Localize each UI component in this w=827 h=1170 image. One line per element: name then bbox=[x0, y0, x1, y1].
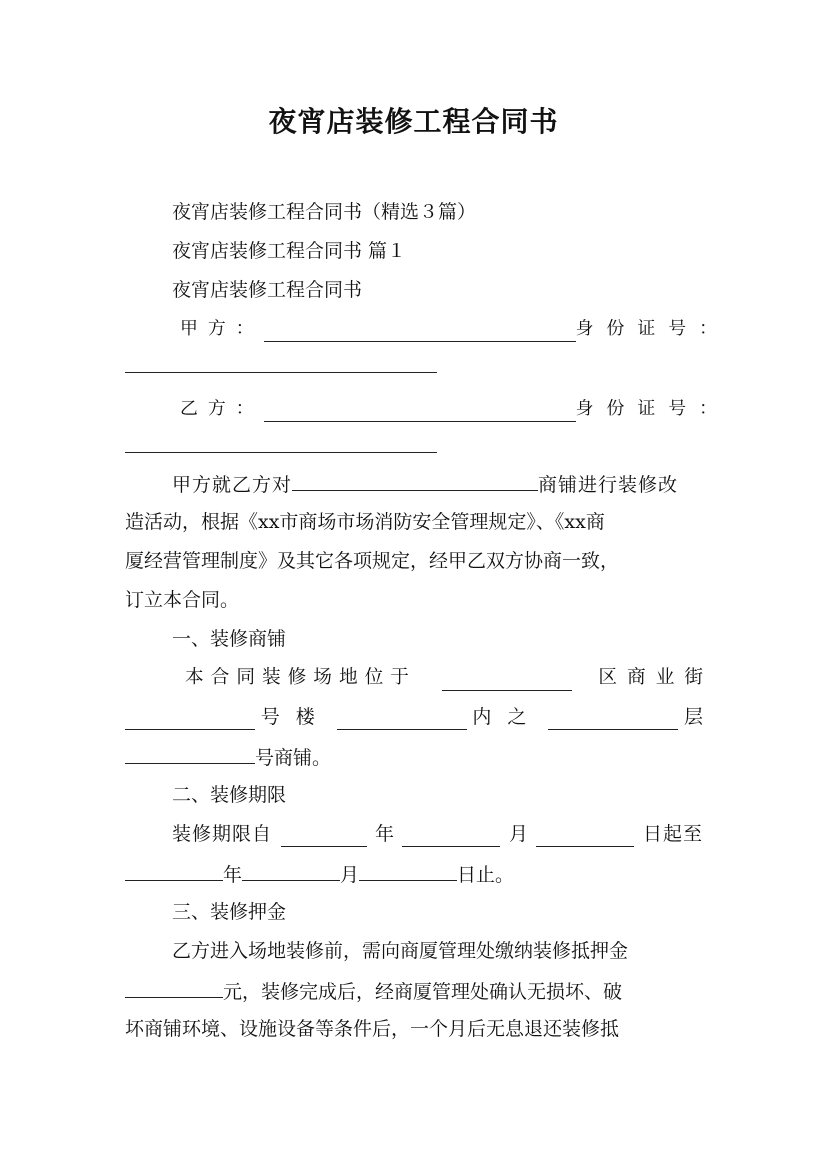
start-day-blank bbox=[536, 826, 634, 847]
deposit-suffix: 元，装修完成后，经商厦管理处确认无损坏、破 bbox=[223, 981, 623, 1003]
subtitle: 夜宵店装修工程合同书（精选３篇） bbox=[172, 201, 477, 223]
end-year-blank bbox=[125, 860, 223, 881]
section2-line-2 bbox=[125, 860, 703, 888]
party-b-id-line bbox=[125, 432, 703, 460]
party-b-label: 乙方： bbox=[180, 398, 264, 419]
section3-line-3: 坏商铺环境、设施设备等条件后，一个月后无息退还装修抵 bbox=[125, 1018, 620, 1040]
shop-number-suffix: 号商铺。 bbox=[255, 747, 332, 769]
section3-heading: 三、装修押金 bbox=[172, 901, 287, 923]
end-month-blank bbox=[242, 860, 340, 881]
start-day-label: 日起至 bbox=[642, 823, 703, 845]
section2-heading: 二、装修期限 bbox=[172, 784, 287, 806]
end-day-label: 日止。 bbox=[457, 864, 515, 886]
intro-line-4: 订立本合同。 bbox=[125, 589, 240, 611]
party-b-line bbox=[125, 396, 730, 422]
section-heading: 夜宵店装修工程合同书 篇１ bbox=[172, 240, 407, 262]
inside-blank bbox=[337, 709, 467, 730]
period-prefix: 装修期限自 bbox=[172, 823, 273, 845]
end-month-label: 月 bbox=[340, 864, 360, 886]
party-b-id-label: 身份证号： bbox=[575, 398, 730, 419]
section1-line-1 bbox=[125, 665, 713, 691]
section2-line-1 bbox=[172, 821, 703, 847]
party-a-line bbox=[125, 316, 730, 342]
section1-heading: 一、装修商铺 bbox=[172, 628, 287, 650]
deposit-amount-blank bbox=[125, 977, 223, 998]
location-prefix: 本合同装修场地位于 bbox=[185, 667, 416, 688]
section3-line-1: 乙方进入场地装修前，需向商厦管理处缴纳装修抵押金 bbox=[172, 940, 629, 962]
district-blank bbox=[442, 670, 572, 691]
start-year-label: 年 bbox=[374, 823, 394, 845]
party-b-id-blank bbox=[125, 432, 437, 453]
section1-line-3 bbox=[125, 743, 703, 771]
shop-number-blank bbox=[125, 743, 255, 764]
intro-suffix: 商铺进行装修改 bbox=[538, 474, 679, 496]
end-year-label: 年 bbox=[223, 864, 243, 886]
shop-blank bbox=[292, 470, 538, 491]
word-building: 号楼 bbox=[260, 706, 331, 728]
location-suffix: 区商业街 bbox=[598, 667, 713, 688]
start-month-blank bbox=[402, 826, 500, 847]
intro-prefix: 甲方就乙方对 bbox=[172, 474, 293, 496]
word-inside: 内之 bbox=[472, 706, 543, 728]
party-a-label: 甲方： bbox=[180, 318, 264, 339]
section3-line-2 bbox=[125, 977, 703, 1005]
party-a-id-label: 身份证号： bbox=[575, 318, 730, 339]
end-day-blank bbox=[359, 860, 457, 881]
party-a-id-line bbox=[125, 352, 703, 380]
party-a-id-blank bbox=[125, 352, 437, 373]
intro-line-3: 厦经营管理制度》及其它各项规定，经甲乙双方协商一致， bbox=[125, 550, 620, 572]
document-title: 夜宵店装修工程合同书 bbox=[268, 105, 559, 138]
start-year-blank bbox=[281, 826, 367, 847]
floor-blank bbox=[548, 709, 678, 730]
party-b-name-blank bbox=[264, 401, 576, 422]
party-a-name-blank bbox=[264, 321, 576, 342]
intro-line-1 bbox=[172, 470, 703, 498]
building-blank bbox=[125, 709, 255, 730]
word-floor: 层 bbox=[683, 706, 703, 728]
contract-name: 夜宵店装修工程合同书 bbox=[172, 279, 363, 301]
start-month-label: 月 bbox=[508, 823, 528, 845]
section1-line-2 bbox=[125, 704, 703, 730]
intro-line-2: 造活动，根据《xx市商场市场消防安全管理规定》、《xx商 bbox=[125, 511, 605, 533]
